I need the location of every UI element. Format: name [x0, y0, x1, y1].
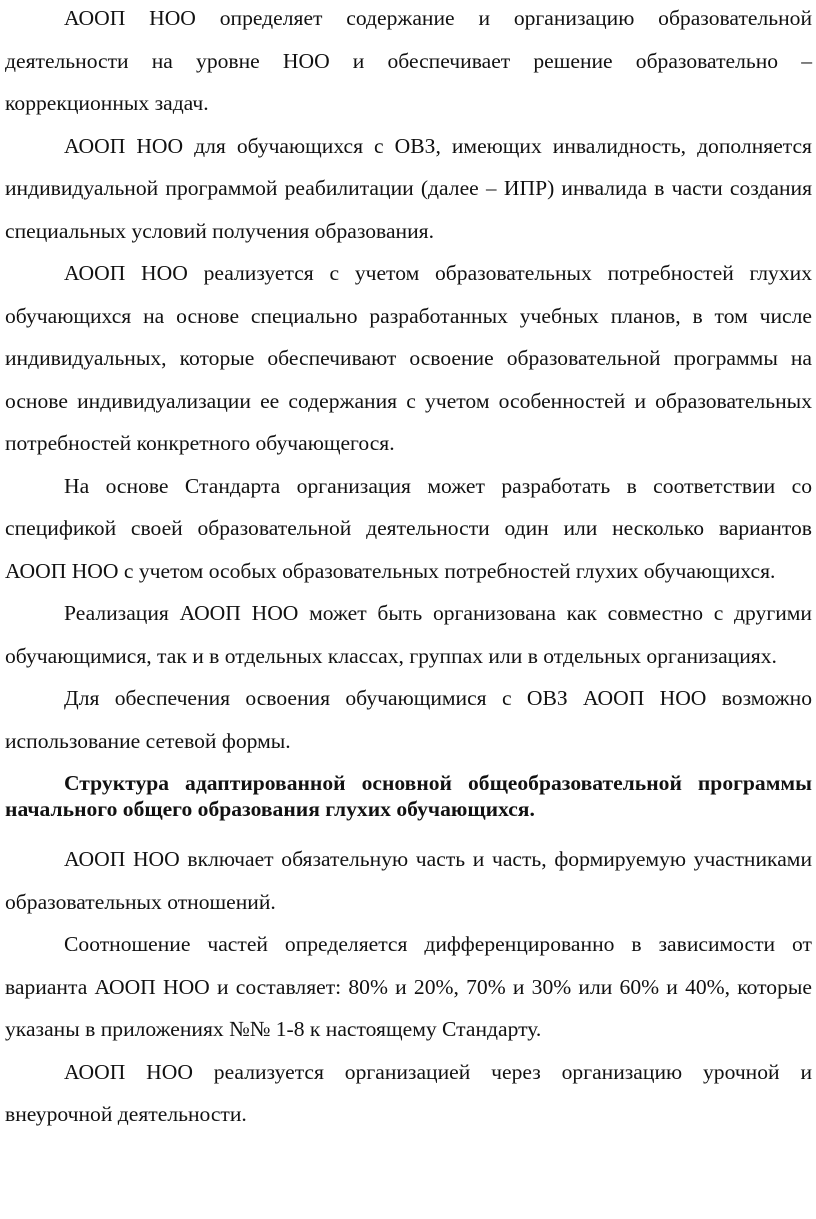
paragraph: АООП НОО реализуется организацией через организацию урочной и внеурочной деятельности. — [5, 1059, 812, 1126]
document-page — [5, 0, 812, 1136]
paragraph: На основе Стандарта организация может разработать в соответствии со спецификой своей образовательной деятельности один или несколько вариантов АООП НОО с учетом особых образовательных потребностей глухих обучающихся. — [5, 473, 812, 583]
paragraph: Для обеспечения освоения обучающимися с ОВЗ АООП НОО возможно использование сетевой формы. — [5, 686, 812, 753]
paragraph: АООП НОО включает обязательную часть и часть, формируемую участниками образовательных отношений. — [5, 847, 812, 914]
paragraph: Соотношение частей определяется дифференцированно в зависимости от варианта АООП НОО и составляет: 80% и 20%, 70% и 30% или 60% и 40%, которые указаны в приложениях №№ 1-8 к настоящему Стандарту. — [5, 932, 812, 1041]
section-heading: Структура адаптированной основной общеобразовательной программы начального общего образования глухих обучающихся. — [5, 771, 812, 821]
paragraph: АООП НОО для обучающихся с ОВЗ, имеющих инвалидность, дополняется индивидуальной программой реабилитации (далее ⎯ ИПР) инвалида в части создания специальных условий получения образования. — [5, 133, 812, 243]
paragraph: АООП НОО реализуется с учетом образовательных потребностей глухих обучающихся на основе специально разработанных учебных планов, в том числе индивидуальных, которые обеспечивают освоение образовательной программы на основе индивидуализации ее содержания с учетом особенностей и образовательных потребностей конкретного обучающегося. — [5, 261, 812, 455]
paragraph: Реализация АООП НОО может быть организована как совместно с другими обучающимися, так и в отдельных классах, группах или в отдельных организациях. — [5, 601, 812, 668]
paragraph: АООП НОО определяет содержание и организацию образовательной деятельности на уровне НОО и обеспечивает решение образовательно – коррекционных задач. — [5, 6, 812, 115]
